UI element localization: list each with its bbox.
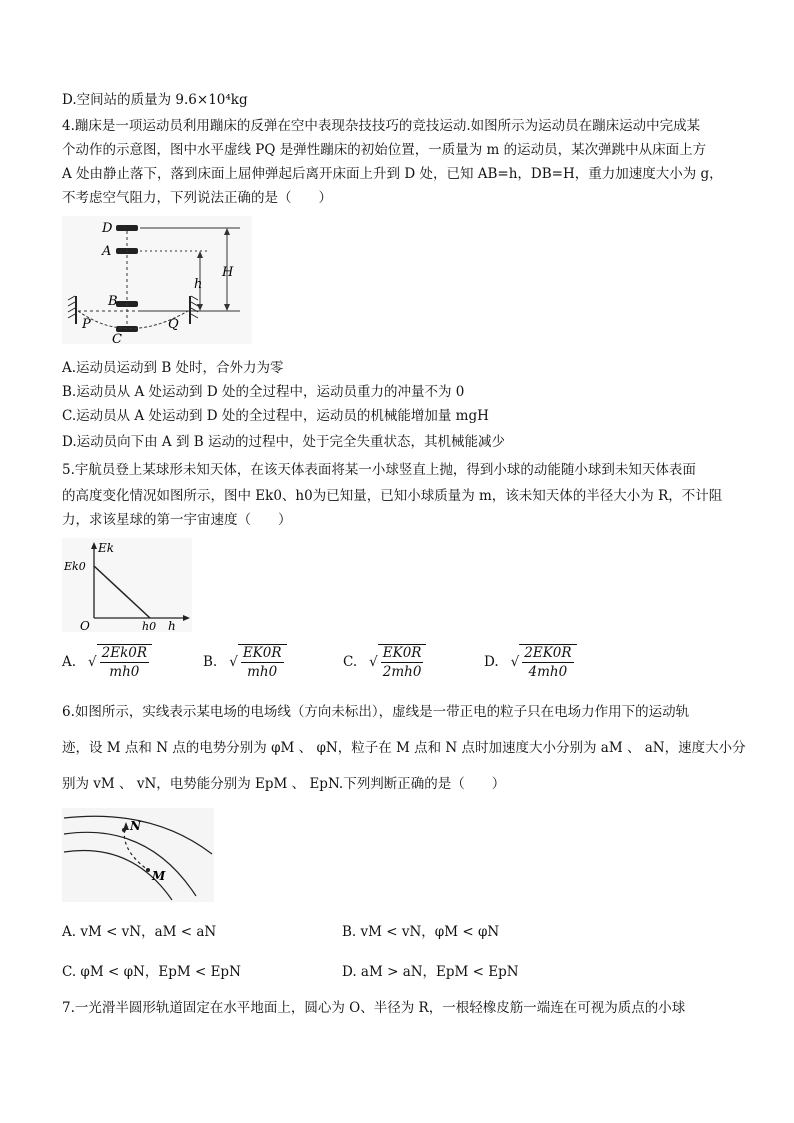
q5-stem-line-3: 力，求该星球的第一宇宙速度（ ） — [62, 512, 292, 528]
label-Q: Q — [168, 317, 179, 332]
q6-stem-line-3: 别为 vM 、 vN，电势能分别为 EpM 、 EpN.下列判断正确的是（ ） — [62, 776, 506, 792]
label-A: A — [102, 244, 112, 259]
q6-option-d: D. aM > aN，EpM < EpN — [342, 964, 519, 980]
q6-stem-line-1: 6.如图所示，实线表示某电场的电场线（方向未标出），虚线是一带正电的粒子只在电场力作用下的运动轨 — [62, 704, 690, 720]
label-C: C — [112, 332, 122, 344]
graph-y-axis-label: Ek — [98, 541, 115, 555]
q6-option-c: C. φM < φN，EpM < EpN — [62, 964, 241, 980]
q3-option-d: D.空间站的质量为 9.6×10⁴kg — [62, 92, 248, 108]
q6-option-b: B. vM < vN，φM < φN — [342, 924, 500, 940]
q4-trampoline-figure — [62, 216, 252, 344]
graph-y-intercept-label: Ek0 — [64, 560, 86, 573]
graph-x-intercept-label: h0 — [142, 620, 157, 632]
q5-stem-line-2: 的高度变化情况如图所示，图中 Ek0、h0为已知量，已知小球质量为 m，该未知天体的半径大小为 R，不计阻 — [62, 488, 723, 504]
q5-stem-line-1: 5.宇航员登上某球形未知天体，在该天体表面将某一小球竖直上抛，得到小球的动能随小球到未知天体表面 — [62, 462, 696, 478]
q4-stem-line-4: 不考虑空气阻力，下列说法正确的是（ ） — [62, 190, 332, 206]
q7-stem-line-1: 7.一光滑半圆形轨道固定在水平地面上，圆心为 O、半径为 R，一根轻橡皮筋一端连在可视为质点的小球 — [62, 1000, 686, 1016]
graph-origin-label: O — [80, 619, 90, 632]
q4-option-b: B.运动员从 A 处运动到 D 处的全过程中，运动员重力的冲量不为 0 — [62, 384, 465, 400]
q5-ek-h-graph — [62, 538, 192, 632]
q4-stem-line-3: A 处由静止落下，落到床面上屈伸弹起后离开床面上升到 D 处，已知 AB=h，DB=H，重力加速度大小为 g， — [62, 166, 723, 182]
q5-option-c: C. √ $\frac{EK0R}{2mh0}$ — [343, 644, 426, 680]
q6-option-a: A. vM < vN，aM < aN — [62, 924, 217, 940]
q4-stem-line-1: 4.蹦床是一项运动员利用蹦床的反弹在空中表现杂技技巧的竞技运动.如图所示为运动员在蹦床运动中完成某 — [62, 118, 701, 134]
q6-field-lines-figure — [62, 808, 214, 902]
label-P: P — [82, 317, 91, 332]
q4-option-a: A.运动员运动到 B 处时，合外力为零 — [62, 360, 284, 376]
q4-stem-line-2: 个动作的示意图，图中水平虚线 PQ 是弹性蹦床的初始位置，一质量为 m 的运动员，某次弹跳中从床面上方 — [62, 142, 707, 158]
label-B: B — [108, 294, 118, 309]
q6-stem-line-2: 迹，设 M 点和 N 点的电势分别为 φM 、 φN，粒子在 M 点和 N 点时加速度大小分别为 aM 、 aN，速度大小分 — [62, 740, 746, 756]
label-M: M — [152, 869, 166, 883]
q4-option-d: D.运动员向下由 A 到 B 运动的过程中，处于完全失重状态，其机械能减少 — [62, 434, 505, 450]
label-h: h — [194, 277, 203, 292]
q5-option-d: D. √ $\frac{2EK0R}{4mh0}$ — [484, 644, 577, 680]
label-D: D — [102, 221, 113, 236]
q4-option-c: C.运动员从 A 处运动到 D 处的全过程中，运动员的机械能增加量 mgH — [62, 408, 489, 424]
label-H: H — [222, 265, 234, 280]
label-N: N — [130, 819, 141, 833]
q5-option-b: B. √ $\frac{EK0R}{mh0}$ — [203, 644, 287, 680]
graph-x-axis-label: h — [168, 619, 176, 632]
q5-option-a: A. √ $\frac{2Ek0R}{mh0}$ — [62, 644, 152, 680]
